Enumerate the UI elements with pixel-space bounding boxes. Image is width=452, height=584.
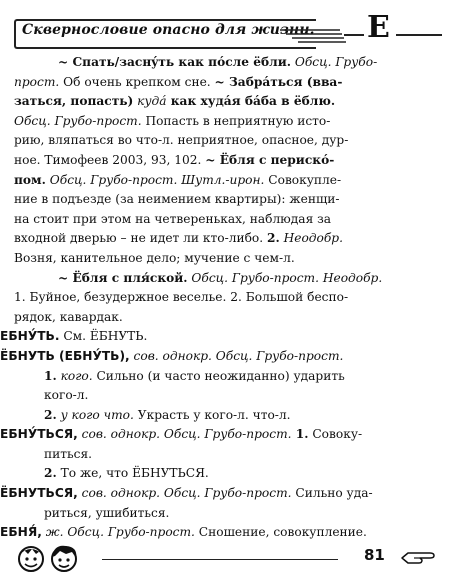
definition: риться, ушибиться. — [44, 505, 170, 520]
definition: рию, вляпаться во что-л. неприятное, опасное, дур- — [14, 133, 349, 148]
definition: 1. Буйное, безудержное веселье. 2. Большой беспо- — [14, 290, 349, 305]
usage-label: Неодобр. — [279, 231, 343, 246]
grammar-note: сов. однокр. Обсц. Грубо-прост. — [77, 427, 292, 442]
definition: на стоит при этом на четвереньках, наблюдая за — [14, 211, 332, 226]
text-line — [0, 347, 442, 367]
definition: Совокупле- — [264, 172, 342, 187]
definition: рядок, кавардак. — [14, 309, 123, 324]
text-line — [14, 308, 442, 328]
usage-label: Обсц. Грубо-прост. — [14, 113, 142, 128]
text-line — [0, 327, 442, 347]
grammar-note: сов. однокр. Обсц. Грубо-прост. — [129, 348, 344, 363]
definition: ное. Тимофеев 2003, 93, 102. — [14, 152, 206, 167]
definition: ние в подъезде (за неимением квартиры): женщи- — [14, 192, 340, 207]
entry-headword: ЁБНУТЬ (ЕБНУ́ТЬ), — [0, 348, 130, 363]
definition: кого-л. — [44, 388, 89, 403]
text-line — [14, 92, 442, 112]
page-header — [14, 10, 442, 48]
text-line — [14, 367, 442, 387]
page-number: 81 — [364, 546, 385, 564]
text-line — [14, 464, 442, 484]
section-letter: Е — [367, 10, 390, 45]
entry-headword: ЕБНУ́ТЬ. — [0, 329, 60, 344]
text-line — [14, 190, 442, 210]
text-line — [14, 288, 442, 308]
sense-number: 1. — [44, 368, 57, 383]
header-stripes-decoration — [278, 24, 348, 44]
text-line — [14, 112, 442, 132]
text-line — [14, 131, 442, 151]
definition: Возня, канительное дело; мучение с чем-л. — [14, 250, 295, 265]
sense-number: 2. — [267, 231, 280, 246]
cross-reference: См. ЁБНУТЬ. — [59, 329, 148, 344]
header-rule-right — [396, 34, 442, 36]
entry-headword: ЕБНУ́ТЬСЯ, — [0, 427, 78, 442]
idiom-headword: ~ Ёбля с перискó- — [205, 152, 335, 167]
text-line — [14, 249, 442, 269]
usage-label: Обсц. Грубо-прост. Шутл.-ирон. — [45, 172, 265, 187]
definition: Об очень крепком сне. — [59, 74, 215, 89]
idiom-headword: заться, попасть) — [14, 94, 134, 109]
entry-headword: ЕБНЯ́, — [0, 525, 42, 540]
usage-label: Обсц. Грубо-прост. Неодобр. — [187, 270, 383, 285]
pointing-hand-icon — [400, 546, 436, 566]
definition: входной дверью – не идет ли кто-либо. — [14, 231, 268, 246]
idiom-headword: ~ Забрáться (вва- — [214, 74, 343, 89]
running-title: Сквернословие опасно для жизни. — [22, 22, 315, 38]
text-line — [14, 386, 442, 406]
text-line — [14, 504, 442, 524]
usage-label: Обсц. Грубо- — [290, 55, 378, 69]
text-line — [14, 210, 442, 230]
text-line — [14, 53, 442, 73]
definition: Попасть в неприятную исто- — [141, 113, 331, 128]
idiom-headword: ~ Спать/заснýть как пóсле ёбли. — [58, 55, 291, 69]
grammar-note: кого. — [56, 368, 93, 383]
sense-number: 2. — [44, 407, 57, 422]
text-line — [14, 229, 442, 249]
definition: питься. — [44, 446, 93, 461]
usage-label: прост. — [14, 74, 60, 89]
header-rule-left — [344, 34, 364, 36]
text-line — [14, 151, 442, 171]
definition: Сильно (и часто неожиданно) ударить — [92, 368, 345, 383]
sense-number: 1. — [291, 427, 309, 442]
entry-headword: ЁБНУТЬСЯ, — [0, 486, 78, 501]
two-faces-icon — [14, 542, 86, 574]
definition: Сношение, совокупление. — [194, 525, 367, 540]
grammar-note: кудá — [133, 94, 167, 109]
grammar-note: ж. Обсц. Грубо-прост. — [41, 525, 195, 540]
sense-number: 2. — [44, 466, 57, 481]
definition: Украсть у кого-л. что-л. — [133, 407, 291, 422]
definition: Сильно уда- — [291, 486, 373, 501]
text-line — [14, 171, 442, 191]
dictionary-text — [0, 53, 442, 543]
text-line — [14, 406, 442, 426]
grammar-note: сов. однокр. Обсц. Грубо-прост. — [77, 486, 292, 501]
text-line — [14, 269, 442, 289]
text-line — [0, 425, 442, 445]
idiom-headword: как худáя бáба в ёблю. — [166, 94, 336, 109]
idiom-headword: ~ Ёбля с пля́ской. — [58, 270, 188, 285]
text-line — [14, 445, 442, 465]
page-footer — [14, 540, 442, 576]
text-line — [0, 484, 442, 504]
footer-rule — [102, 559, 338, 560]
text-line — [14, 73, 442, 93]
definition: Совоку- — [308, 427, 363, 442]
definition: То же, что ЁБНУТЬСЯ. — [56, 466, 209, 481]
grammar-note: у кого что. — [56, 407, 134, 422]
idiom-headword: пом. — [14, 172, 46, 187]
